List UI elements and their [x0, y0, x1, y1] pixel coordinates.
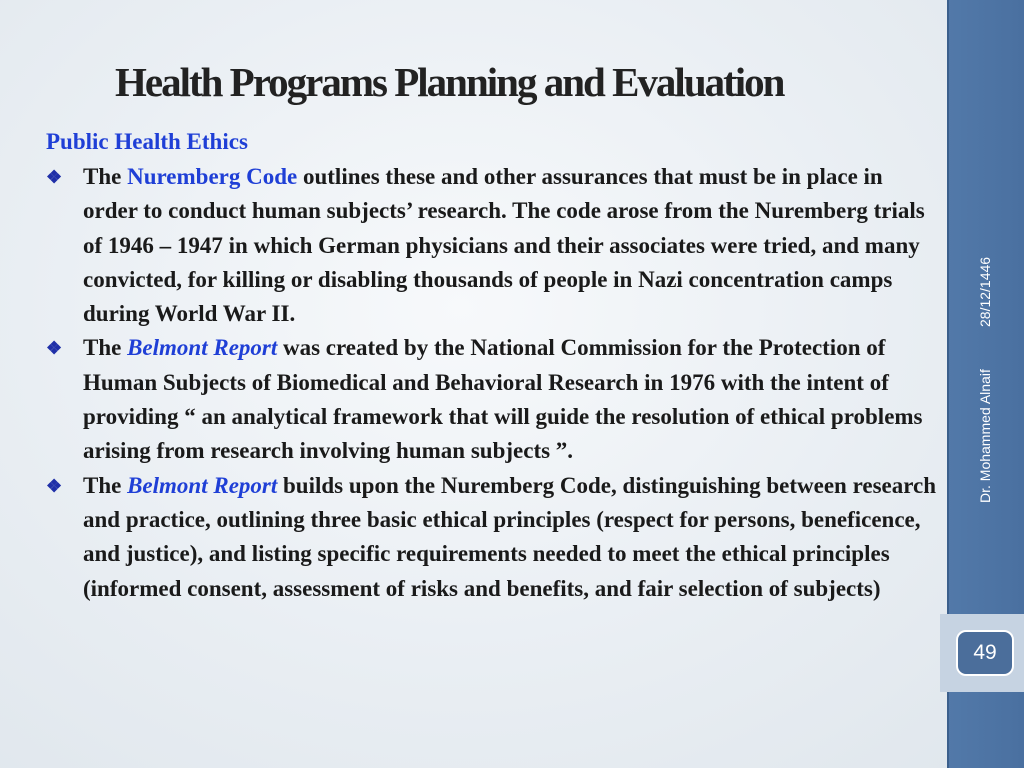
bullet-lead: The [83, 472, 128, 498]
bullet-item-nuremberg [46, 160, 941, 331]
section-heading: Public Health Ethics [46, 129, 248, 154]
bullet-text: outlines these and other assurances that must be in place in order to conduct human subjects’ research. The code arose from the Nuremberg trials of 1946 – 1947 in which German physicians and their associates were tried, and many convicted, for killing or disabling thousands of people in Nazi concentration camps during World War II. [83, 164, 925, 327]
diamond-bullet-icon: ❖ [46, 167, 63, 187]
bullet-item-belmont-created [46, 331, 941, 468]
slide-title: Health Programs Planning and Evaluation [115, 59, 784, 105]
highlight-belmont-report: Belmont Report [127, 335, 278, 361]
bullet-text: was created by the National Commission for the Protection of Human Subjects of Biomedical and Behavioral Research in 1976 with the intent of providing “ an analytical framework that will guide the resolution of ethical problems arising from research involving human subjects ”. [83, 335, 923, 464]
bullet-lead: The [83, 335, 128, 361]
bullet-item-belmont-builds [46, 469, 941, 606]
slide-date: 28/12/1446 [977, 256, 993, 327]
bullet-list [46, 160, 941, 606]
highlight-nuremberg-code: Nuremberg Code [127, 164, 298, 189]
bullet-text: builds upon the Nuremberg Code, distinguishing between research and practice, outlining three basic ethical principles (respect for persons, beneficence, and justice), and listing specific requirements needed to meet the ethical principles (informed consent, assessment of risks and benefits, and fair selection of subjects) [83, 472, 937, 601]
diamond-bullet-icon: ❖ [46, 338, 63, 359]
highlight-belmont-report: Belmont Report [127, 472, 278, 498]
slide-author: Dr. Mohammed Alnaif [977, 369, 993, 503]
page-number: 49 [973, 641, 997, 664]
diamond-bullet-icon: ❖ [46, 475, 63, 496]
bullet-lead: The [83, 164, 128, 189]
